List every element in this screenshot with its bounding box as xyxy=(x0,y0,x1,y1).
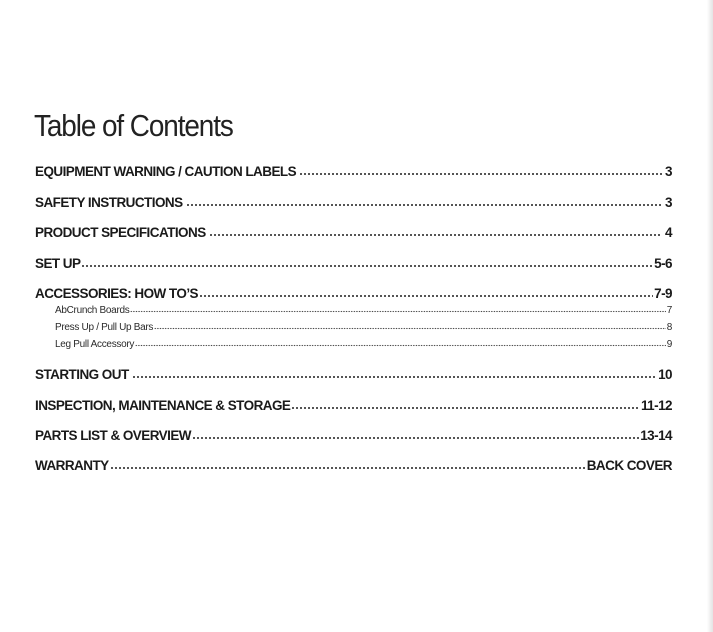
dot-leader xyxy=(130,310,665,313)
toc-entry-equipment-warning[interactable] xyxy=(35,164,672,179)
dot-leader xyxy=(209,233,662,237)
dot-leader xyxy=(291,406,640,410)
toc-entry-accessories[interactable] xyxy=(35,286,672,301)
toc-subentry-page: 7 xyxy=(666,305,672,316)
page-title: Table of Contents xyxy=(34,108,233,143)
toc-entry-page: 3 xyxy=(665,195,672,210)
toc-entry-label: PRODUCT SPECIFICATIONS xyxy=(35,225,206,240)
toc-entry-page: 11-12 xyxy=(640,398,672,413)
dot-leader xyxy=(192,436,639,440)
toc-entry-page: BACK COVER xyxy=(586,458,672,473)
toc-entry-safety-instructions[interactable] xyxy=(35,195,672,210)
toc-subentry-leg-pull-accessory[interactable] xyxy=(55,339,672,350)
dot-leader xyxy=(299,172,662,176)
dot-leader xyxy=(199,294,653,298)
toc-entry-page: 5-6 xyxy=(654,256,672,271)
toc-entry-label: WARRANTY xyxy=(35,458,109,473)
toc-entry-label: INSPECTION, MAINTENANCE & STORAGE xyxy=(35,398,291,413)
toc-subentry-label: Leg Pull Accessory xyxy=(55,339,135,350)
toc-entry-label: PARTS LIST & OVERVIEW xyxy=(35,428,191,443)
toc-entry-set-up[interactable] xyxy=(35,256,672,271)
dot-leader xyxy=(186,203,662,207)
toc-entry-inspection-maintenance-storage[interactable] xyxy=(35,398,672,413)
toc-subentry-label: Press Up / Pull Up Bars xyxy=(55,322,154,333)
toc-entry-parts-list-overview[interactable] xyxy=(35,428,672,443)
toc-entry-page: 4 xyxy=(665,225,672,240)
toc-entry-page: 10 xyxy=(658,367,672,382)
dot-leader xyxy=(154,327,666,330)
toc-entry-page: 13-14 xyxy=(640,428,672,443)
toc-subentry-page: 9 xyxy=(666,339,672,350)
toc-entry-product-specifications[interactable] xyxy=(35,225,672,240)
dot-leader xyxy=(110,466,586,470)
toc-subentry-page: 8 xyxy=(666,322,672,333)
dot-leader xyxy=(132,375,655,379)
page-edge-shadow xyxy=(707,0,713,632)
toc-entry-label: STARTING OUT xyxy=(35,367,129,382)
toc-entry-label: SET UP xyxy=(35,256,81,271)
toc-entry-label: EQUIPMENT WARNING / CAUTION LABELS xyxy=(35,164,297,179)
toc-subentry-press-up-pull-up-bars[interactable] xyxy=(55,322,672,333)
dot-leader xyxy=(135,344,666,347)
toc-subentry-label: AbCrunch Boards xyxy=(55,305,130,316)
toc-entry-label: ACCESSORIES: HOW TO’S xyxy=(35,286,198,301)
toc-subentry-abcrunch-boards[interactable] xyxy=(55,305,672,316)
toc-entry-label: SAFETY INSTRUCTIONS xyxy=(35,195,183,210)
toc-entry-warranty[interactable] xyxy=(35,458,672,473)
toc-entry-page: 3 xyxy=(665,164,672,179)
toc-entry-starting-out[interactable] xyxy=(35,367,672,382)
dot-leader xyxy=(81,264,653,268)
toc-entry-page: 7-9 xyxy=(654,286,672,301)
